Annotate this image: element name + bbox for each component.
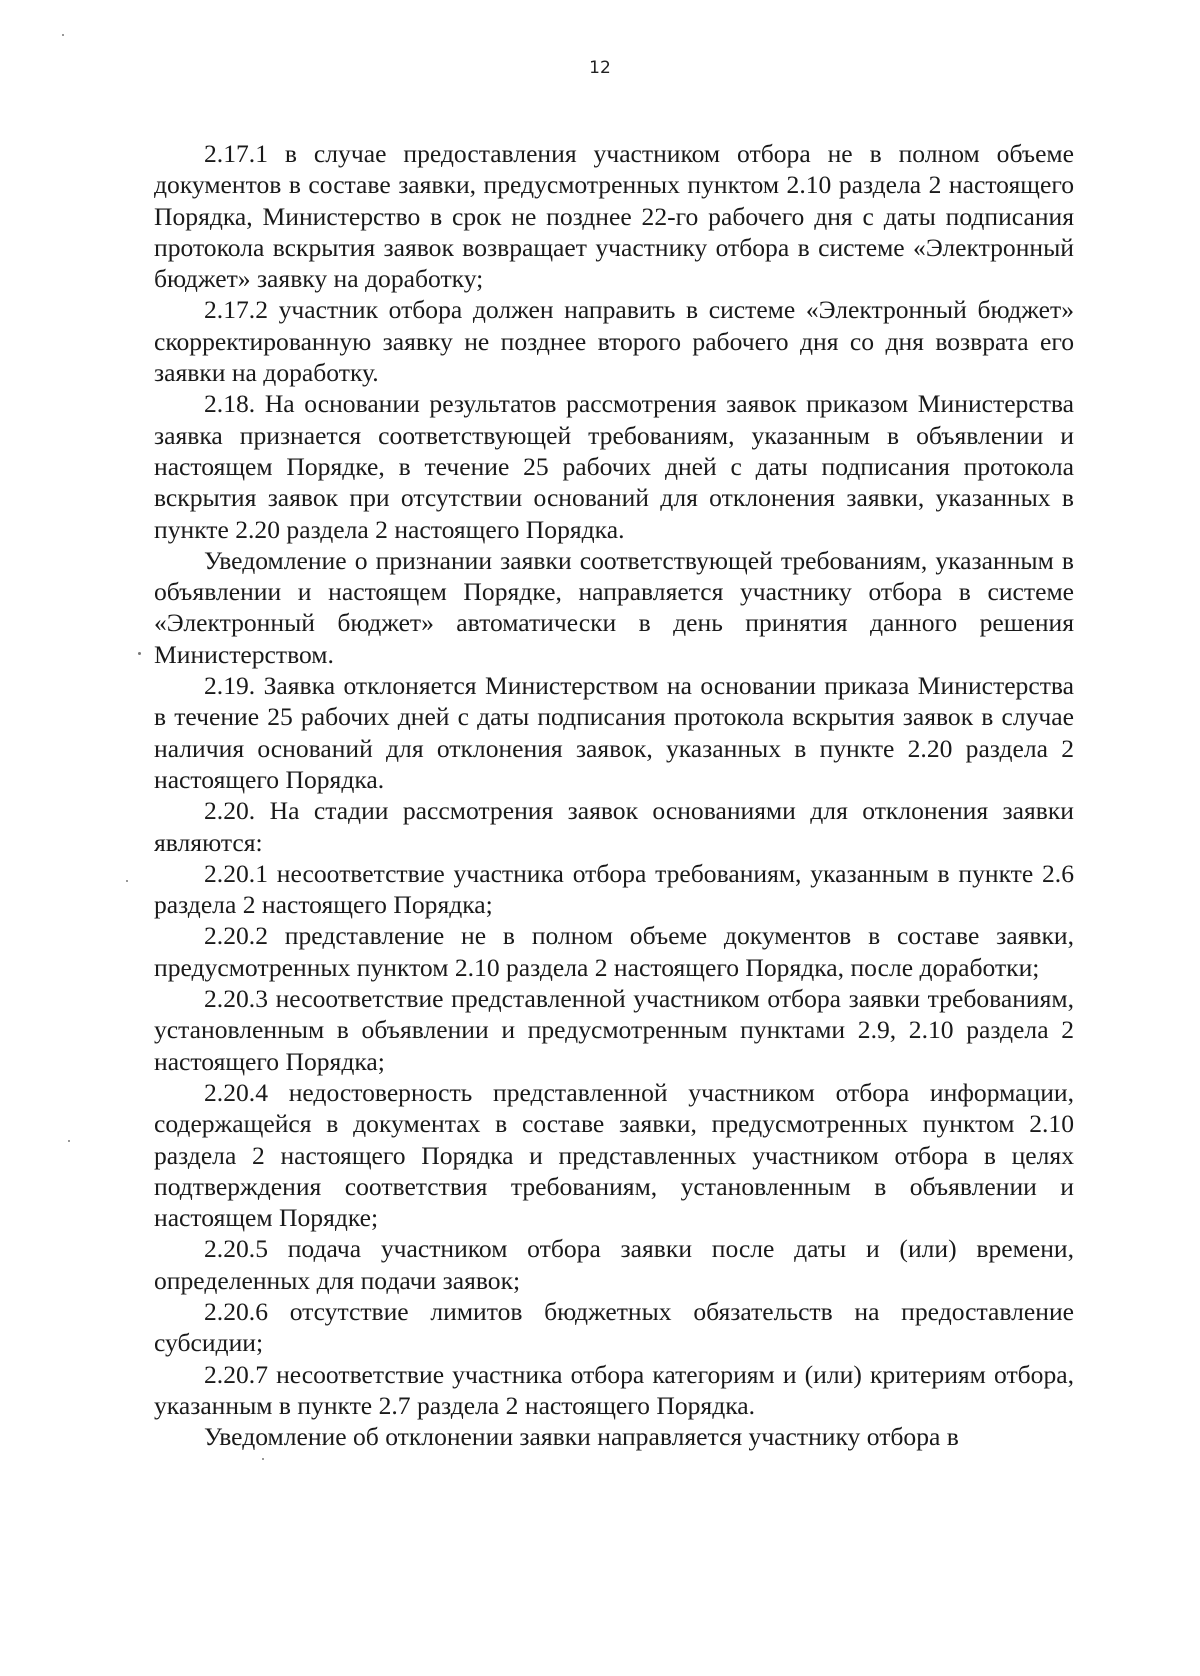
scan-speck: [68, 1140, 70, 1142]
paragraph-2-19: 2.19. Заявка отклоняется Министерством на основании приказа Министерства в течение 25 рабочих дней с даты подписания протокола вскрытия заявок в случае наличия оснований для отклонения заявок, указанных в пункте 2.20 раздела 2 настоящего Порядка.: [154, 671, 1074, 794]
paragraph-2-17-1: 2.17.1 в случае предоставления участником отбора не в полном объеме документов в составе заявки, предусмотренных пунктом 2.10 раздела 2 настоящего Порядка, Министерство в срок не позднее 22-го рабочего дня с даты подписания протокола вскрытия заявок возвращает участнику отбора в системе «Электронный бюджет» заявку на доработку;: [154, 139, 1074, 294]
scan-speck: [262, 1458, 264, 1460]
paragraph-2-20-3: 2.20.3 несоответствие представленной участником отбора заявки требованиям, установленным в объявлении и предусмотренным пунктами 2.9, 2.10 раздела 2 настоящего Порядка;: [154, 984, 1074, 1076]
page-number: 12: [589, 58, 611, 78]
paragraph-2-20-1: 2.20.1 несоответствие участника отбора требованиям, указанным в пункте 2.6 раздела 2 настоящего Порядка;: [154, 858, 1074, 920]
scan-speck: [138, 652, 141, 655]
scan-speck: [126, 880, 128, 882]
paragraph-notification-acceptance: Уведомление о признании заявки соответствующей требованиям, указанным в объявлении и настоящем Порядке, направляется участнику отбора в системе «Электронный бюджет» автоматически в день принятия данного решения Министерством.: [154, 545, 1074, 669]
paragraph-2-20-5: 2.20.5 подача участником отбора заявки после даты и (или) времени, определенных для подачи заявок;: [154, 1234, 1074, 1295]
paragraph-2-20: 2.20. На стадии рассмотрения заявок основаниями для отклонения заявки являются:: [154, 796, 1074, 857]
paragraph-2-20-2: 2.20.2 представление не в полном объеме документов в составе заявки, предусмотренных пунктом 2.10 раздела 2 настоящего Порядка, после доработки;: [154, 921, 1074, 982]
paragraph-2-20-7: 2.20.7 несоответствие участника отбора категориям и (или) критериям отбора, указанным в пункте 2.7 раздела 2 настоящего Порядка.: [154, 1359, 1074, 1420]
document-body: [154, 138, 1074, 1452]
scan-speck: [62, 34, 64, 36]
paragraph-2-20-6: 2.20.6 отсутствие лимитов бюджетных обязательств на предоставление субсидии;: [154, 1296, 1074, 1358]
paragraph-notification-rejection: Уведомление об отклонении заявки направляется участнику отбора в: [204, 1422, 959, 1452]
paragraph-2-17-2: 2.17.2 участник отбора должен направить в системе «Электронный бюджет» скорректированную заявку не позднее второго рабочего дня со дня возврата его заявки на доработку.: [154, 295, 1074, 388]
paragraph-2-18: 2.18. На основании результатов рассмотрения заявок приказом Министерства заявка признается соответствующей требованиям, указанным в объявлении и настоящем Порядке, в течение 25 рабочих дней с даты подписания протокола вскрытия заявок при отсутствии оснований для отклонения заявки, указанных в пункте 2.20 раздела 2 настоящего Порядка.: [154, 389, 1074, 544]
paragraph-2-20-4: 2.20.4 недостоверность представленной участником отбора информации, содержащейся в документах в составе заявки, предусмотренных пунктом 2.10 раздела 2 настоящего Порядка и представленных участником отбора в целях подтверждения соответствия требованиям, установленным в объявлении и настоящем Порядке;: [154, 1077, 1074, 1233]
